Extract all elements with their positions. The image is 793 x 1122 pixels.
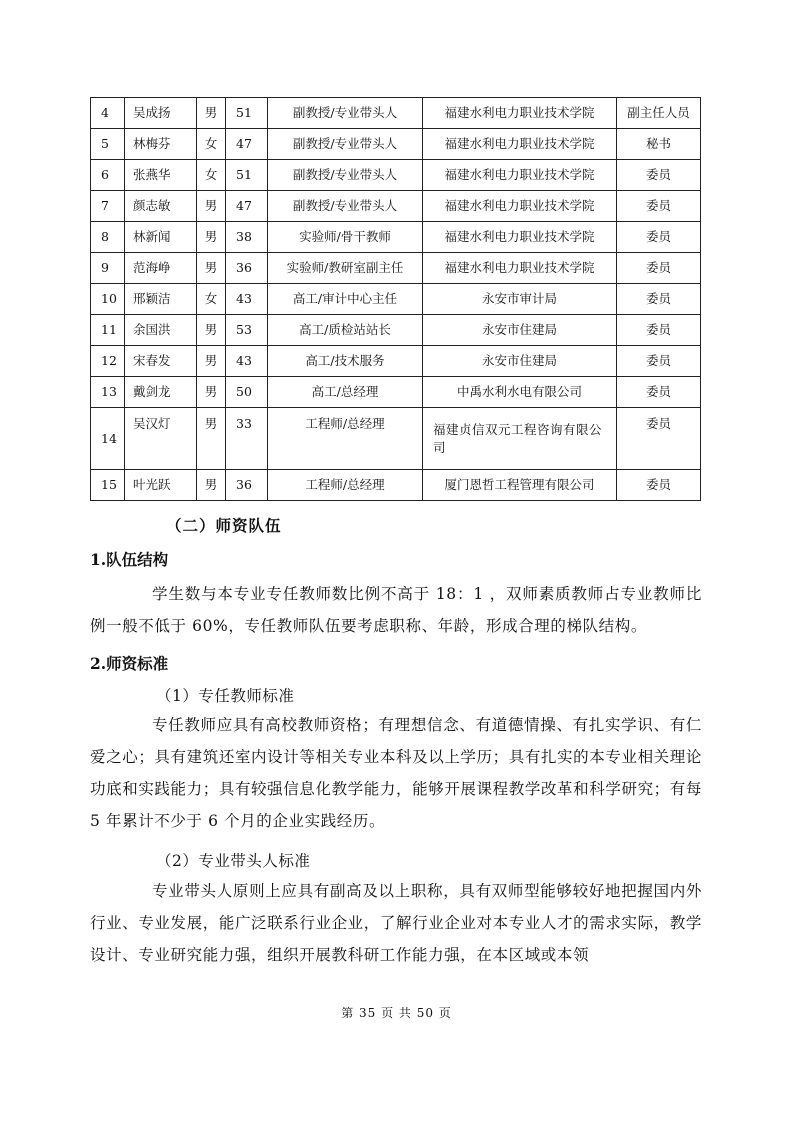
cell-name: 吴汉灯: [125, 408, 197, 470]
cell-age: 47: [226, 191, 268, 222]
cell-organization: 永安市审计局: [423, 284, 617, 315]
cell-gender: 男: [197, 470, 226, 501]
table-row: [91, 160, 701, 191]
cell-name: 颜志敏: [125, 191, 197, 222]
section-title: （二）师资队伍: [166, 516, 282, 535]
table-row: [91, 470, 701, 501]
committee-table-body: [91, 98, 701, 501]
table-row: [91, 346, 701, 377]
cell-role: 委员: [617, 377, 701, 408]
committee-table: [90, 97, 701, 501]
cell-number: 9: [91, 253, 125, 284]
cell-role: 副主任人员: [617, 98, 701, 129]
heading-team-structure: 1.队伍结构: [90, 550, 169, 569]
cell-title: 高工/技术服务: [268, 346, 423, 377]
cell-number: 7: [91, 191, 125, 222]
subheading-program-leader: （2）专业带头人标准: [156, 852, 311, 870]
cell-role: 委员: [617, 315, 701, 346]
paragraph-team-structure: 学生数与本专业专任教师数比例不高于 18：1 ，双师素质教师占专业教师比例一般不低于 60%，专任教师队伍要考虑职称、年龄，形成合理的梯队结构。: [90, 585, 702, 635]
cell-gender: 男: [197, 408, 226, 470]
cell-name: 吴成扬: [125, 98, 197, 129]
cell-gender: 男: [197, 346, 226, 377]
cell-name: 邢颖洁: [125, 284, 197, 315]
cell-number: 14: [91, 408, 125, 470]
cell-title: 高工/质检站站长: [268, 315, 423, 346]
cell-role: 委员: [617, 346, 701, 377]
cell-gender: 男: [197, 222, 226, 253]
cell-number: 6: [91, 160, 125, 191]
cell-name: 余国洪: [125, 315, 197, 346]
cell-age: 36: [226, 470, 268, 501]
table-row: [91, 284, 701, 315]
cell-age: 36: [226, 253, 268, 284]
cell-age: 51: [226, 98, 268, 129]
cell-age: 43: [226, 284, 268, 315]
table-row: [91, 408, 701, 470]
cell-name: 林梅芬: [125, 129, 197, 160]
cell-role: 委员: [617, 408, 701, 470]
cell-organization: 福建水利电力职业技术学院: [423, 160, 617, 191]
cell-age: 51: [226, 160, 268, 191]
cell-organization: 福建水利电力职业技术学院: [423, 222, 617, 253]
cell-title: 高工/审计中心主任: [268, 284, 423, 315]
cell-number: 13: [91, 377, 125, 408]
cell-role: 委员: [617, 222, 701, 253]
cell-role: 委员: [617, 253, 701, 284]
table-row: [91, 253, 701, 284]
cell-number: 10: [91, 284, 125, 315]
cell-title: 高工/总经理: [268, 377, 423, 408]
cell-role: 委员: [617, 191, 701, 222]
cell-title: 副教授/专业带头人: [268, 98, 423, 129]
table-row: [91, 377, 701, 408]
cell-gender: 男: [197, 98, 226, 129]
cell-number: 5: [91, 129, 125, 160]
subheading-fulltime-teacher: （1）专任教师标准: [156, 687, 295, 705]
table-row: [91, 315, 701, 346]
cell-age: 50: [226, 377, 268, 408]
cell-organization: 福建水利电力职业技术学院: [423, 253, 617, 284]
cell-age: 47: [226, 129, 268, 160]
cell-role: 秘书: [617, 129, 701, 160]
cell-name: 范海峥: [125, 253, 197, 284]
cell-number: 4: [91, 98, 125, 129]
cell-gender: 男: [197, 191, 226, 222]
cell-number: 12: [91, 346, 125, 377]
cell-title: 工程师/总经理: [268, 470, 423, 501]
cell-name: 张燕华: [125, 160, 197, 191]
cell-age: 38: [226, 222, 268, 253]
cell-organization: 福建水利电力职业技术学院: [423, 98, 617, 129]
cell-organization: 福建贞信双元工程咨询有限公司: [423, 408, 617, 470]
paragraph-fulltime-teacher: 专任教师应具有高校教师资格；有理想信念、有道德情操、有扎实学识、有仁爱之心；具有建筑还室内设计等相关专业本科及以上学历；具有扎实的本专业相关理论功底和实践能力；具有较强信息化教学能力，能够开展课程教学改革和科学研究；有每 5 年累计不少于 6 个月的企业实践经历。: [90, 716, 702, 830]
cell-organization: 永安市住建局: [423, 315, 617, 346]
cell-title: 副教授/专业带头人: [268, 129, 423, 160]
cell-title: 副教授/专业带头人: [268, 191, 423, 222]
table-row: [91, 98, 701, 129]
cell-number: 11: [91, 315, 125, 346]
cell-role: 委员: [617, 160, 701, 191]
table-row: [91, 191, 701, 222]
cell-title: 实验师/骨干教师: [268, 222, 423, 253]
cell-organization: 永安市住建局: [423, 346, 617, 377]
cell-organization: 福建水利电力职业技术学院: [423, 129, 617, 160]
cell-gender: 女: [197, 284, 226, 315]
cell-title: 实验师/教研室副主任: [268, 253, 423, 284]
cell-number: 15: [91, 470, 125, 501]
cell-gender: 男: [197, 315, 226, 346]
cell-age: 33: [226, 408, 268, 470]
cell-gender: 男: [197, 377, 226, 408]
cell-title: 副教授/专业带头人: [268, 160, 423, 191]
cell-organization: 厦门恩哲工程管理有限公司: [423, 470, 617, 501]
cell-age: 43: [226, 346, 268, 377]
cell-age: 53: [226, 315, 268, 346]
cell-gender: 女: [197, 160, 226, 191]
cell-title: 工程师/总经理: [268, 408, 423, 470]
cell-organization: 中禹水利水电有限公司: [423, 377, 617, 408]
cell-name: 叶光跃: [125, 470, 197, 501]
page-footer: 第 35 页 共 50 页: [341, 1006, 452, 1020]
paragraph-program-leader: 专业带头人原则上应具有副高及以上职称，具有双师型能够较好地把握国内外行业、专业发展，能广泛联系行业企业，了解行业企业对本专业人才的需求实际，教学设计、专业研究能力强，组织开展教科研工作能力强，在本区域或本领: [90, 882, 702, 964]
cell-number: 8: [91, 222, 125, 253]
table-row: [91, 129, 701, 160]
cell-name: 宋春发: [125, 346, 197, 377]
cell-role: 委员: [617, 470, 701, 501]
cell-organization: 福建水利电力职业技术学院: [423, 191, 617, 222]
cell-name: 戴剑龙: [125, 377, 197, 408]
cell-gender: 女: [197, 129, 226, 160]
cell-role: 委员: [617, 284, 701, 315]
heading-teacher-standards: 2.师资标准: [90, 654, 169, 673]
cell-gender: 男: [197, 253, 226, 284]
cell-name: 林新闻: [125, 222, 197, 253]
table-row: [91, 222, 701, 253]
